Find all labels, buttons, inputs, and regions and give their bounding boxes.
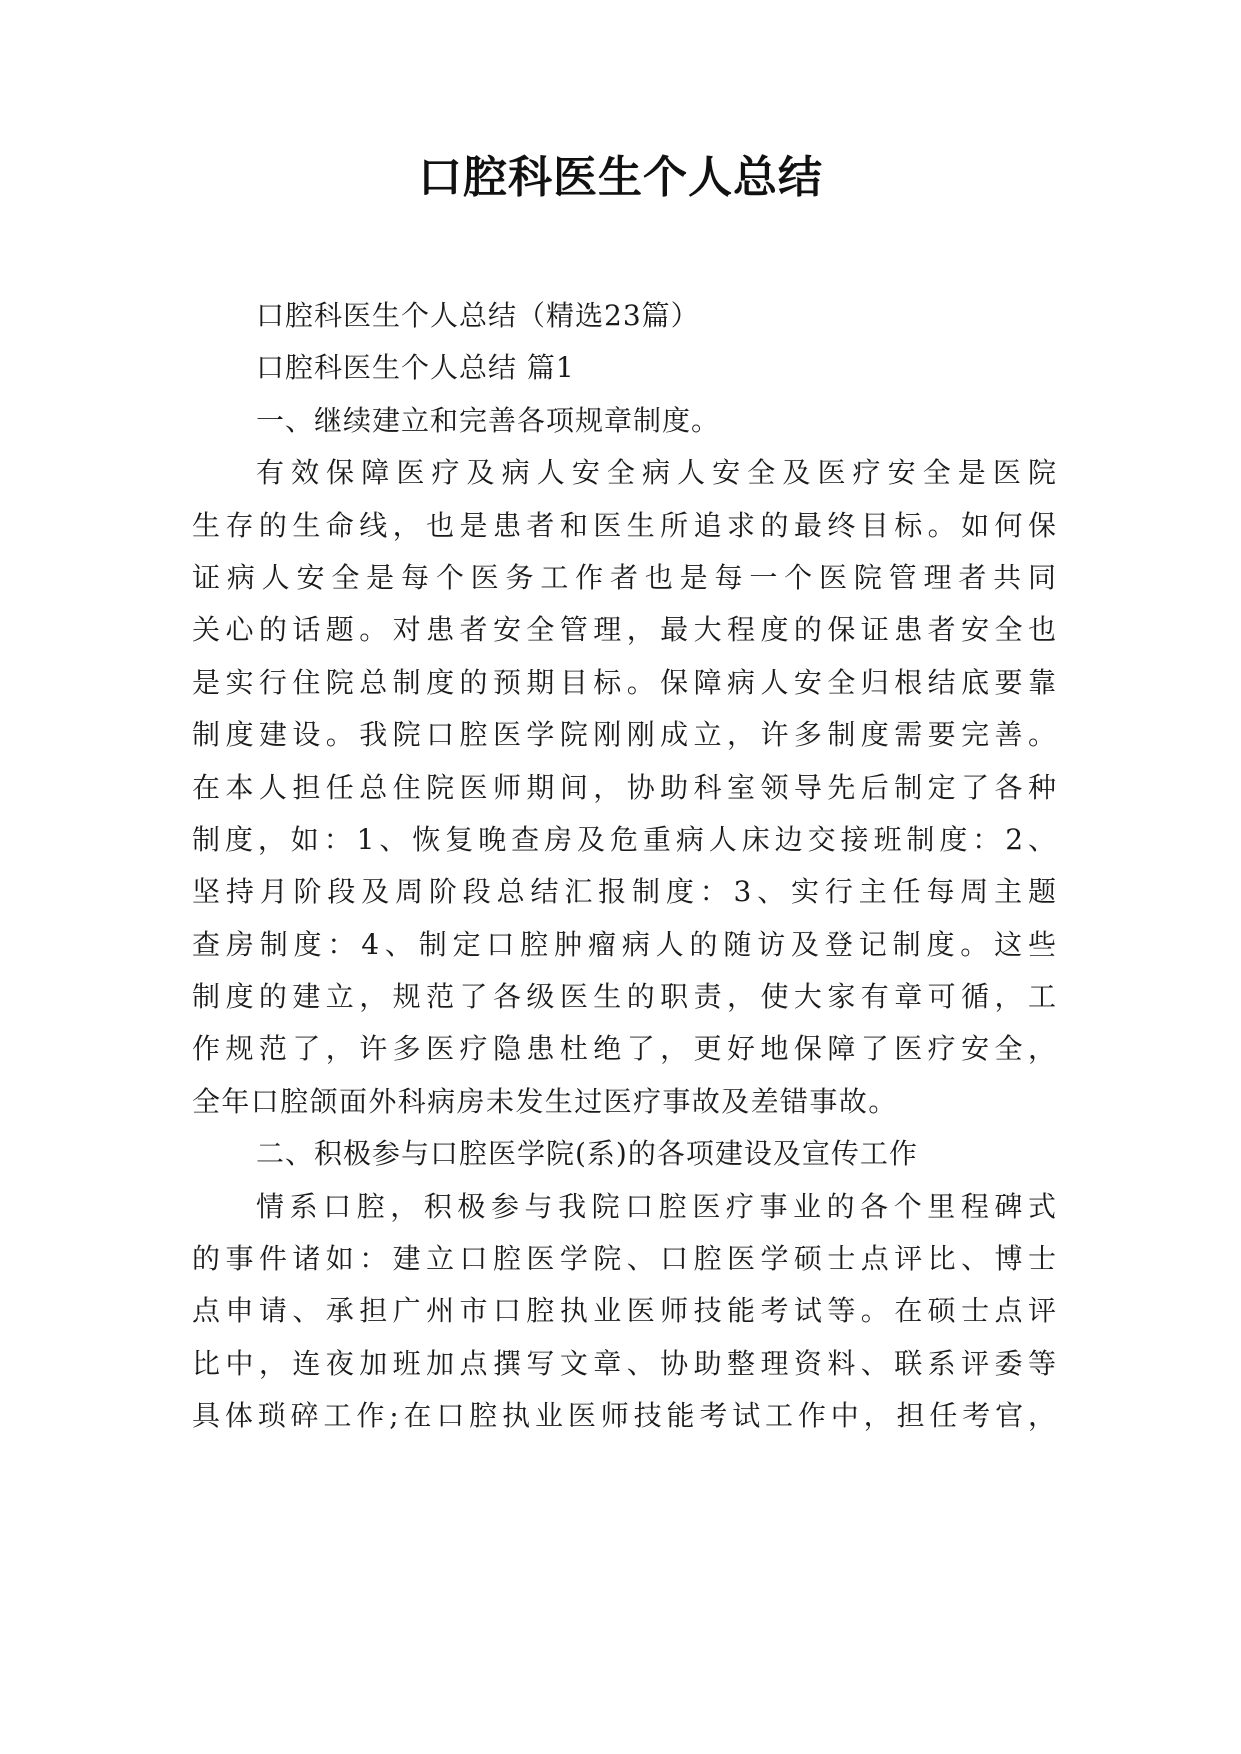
subtitle-line: 口腔科医生个人总结（精选23篇） bbox=[256, 299, 700, 332]
paragraph-line: 生存的生命线，也是患者和医生所追求的最终目标。如何保 bbox=[192, 508, 1056, 542]
paragraph-line: 情系口腔，积极参与我院口腔医疗事业的各个里程碑式 bbox=[256, 1189, 1056, 1223]
document-title: 口腔科医生个人总结 bbox=[418, 152, 823, 203]
paragraph-line: 制度，如：1、恢复晚查房及危重病人床边交接班制度：2、 bbox=[192, 822, 1056, 856]
paragraph-line: 证病人安全是每个医务工作者也是每一个医院管理者共同 bbox=[192, 560, 1056, 594]
document-body bbox=[192, 290, 1056, 1443]
paragraph-line: 作规范了，许多医疗隐患杜绝了，更好地保障了医疗安全， bbox=[192, 1032, 1056, 1066]
paragraph-line: 全年口腔颌面外科病房未发生过医疗事故及差错事故。 bbox=[192, 1084, 898, 1118]
paragraph-line: 在本人担任总住院医师期间，协助科室领导先后制定了各种 bbox=[192, 770, 1056, 804]
section-heading: 口腔科医生个人总结 篇1 bbox=[256, 351, 575, 385]
paragraph-line: 比中，连夜加班加点撰写文章、协助整理资料、联系评委等 bbox=[192, 1346, 1056, 1380]
paragraph-line: 有效保障医疗及病人安全病人安全及医疗安全是医院 bbox=[256, 456, 1056, 490]
paragraph-heading: 一、继续建立和完善各项规章制度。 bbox=[256, 403, 721, 437]
paragraph-line: 的事件诸如：建立口腔医学院、口腔医学硕士点评比、博士 bbox=[192, 1242, 1056, 1276]
paragraph-line: 点申请、承担广州市口腔执业医师技能考试等。在硕士点评 bbox=[192, 1294, 1056, 1328]
paragraph-heading: 二、积极参与口腔医学院(系)的各项建设及宣传工作 bbox=[256, 1137, 918, 1171]
paragraph-line: 具体琐碎工作;在口腔执业医师技能考试工作中，担任考官， bbox=[192, 1399, 1056, 1433]
paragraph-line: 制度的建立，规范了各级医生的职责，使大家有章可循，工 bbox=[192, 980, 1056, 1014]
paragraph-line: 关心的话题。对患者安全管理，最大程度的保证患者安全也 bbox=[192, 613, 1056, 647]
paragraph-line: 查房制度：4、制定口腔肿瘤病人的随访及登记制度。这些 bbox=[192, 927, 1056, 961]
paragraph-line: 制度建设。我院口腔医学院刚刚成立，许多制度需要完善。 bbox=[192, 718, 1056, 752]
paragraph-line: 是实行住院总制度的预期目标。保障病人安全归根结底要靠 bbox=[192, 665, 1056, 699]
paragraph-line: 坚持月阶段及周阶段总结汇报制度：3、实行主任每周主题 bbox=[192, 875, 1056, 909]
